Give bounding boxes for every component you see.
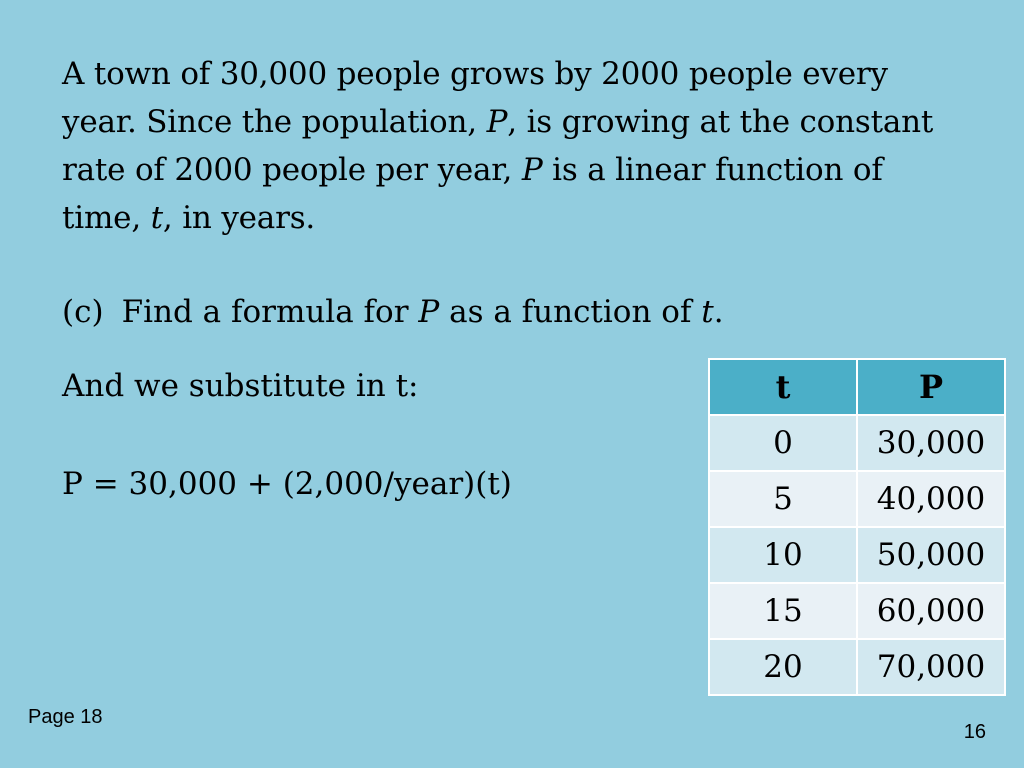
table-cell-p: 50,000 (857, 527, 1005, 583)
table-row (709, 471, 1005, 527)
problem-statement (62, 50, 962, 242)
variable-t: t (150, 200, 163, 236)
variable-p: P (418, 294, 440, 330)
table-cell-t: 5 (709, 471, 857, 527)
problem-text-part: is a linear function of time, (62, 152, 883, 236)
question-text-part: . (713, 294, 724, 330)
substitute-line: And we substitute in t: (62, 368, 419, 404)
table-header-row (709, 359, 1005, 415)
slide-number: 16 (963, 721, 986, 743)
problem-text-part: , is growing at the constant rate of 2000 people per year, (62, 104, 934, 188)
table-cell-p: 70,000 (857, 639, 1005, 695)
table-cell-t: 10 (709, 527, 857, 583)
page-reference: Page 18 (28, 706, 103, 728)
question-part-c (62, 288, 724, 336)
question-text-part: as a function of (439, 294, 702, 330)
table-row (709, 583, 1005, 639)
table-cell-t: 0 (709, 415, 857, 471)
problem-text-part: A town of 30,000 people grows by 2000 people every year. Since the population, (62, 56, 888, 140)
table-cell-p: 30,000 (857, 415, 1005, 471)
table-row (709, 415, 1005, 471)
variable-t: t (701, 294, 714, 330)
problem-text-part: , in years. (162, 200, 316, 236)
table-header-t: t (709, 359, 857, 415)
table-cell-p: 40,000 (857, 471, 1005, 527)
table-row (709, 527, 1005, 583)
population-table (708, 358, 1006, 696)
formula-line: P = 30,000 + (2,000/year)(t) (62, 466, 512, 502)
table-row (709, 639, 1005, 695)
question-text-part: Find a formula for (121, 294, 419, 330)
table-header-p: P (857, 359, 1005, 415)
variable-p: P (486, 104, 508, 140)
part-label: (c) (62, 294, 104, 330)
problem-text (62, 50, 962, 242)
table-cell-p: 60,000 (857, 583, 1005, 639)
table-cell-t: 15 (709, 583, 857, 639)
table-cell-t: 20 (709, 639, 857, 695)
variable-p: P (521, 152, 543, 188)
